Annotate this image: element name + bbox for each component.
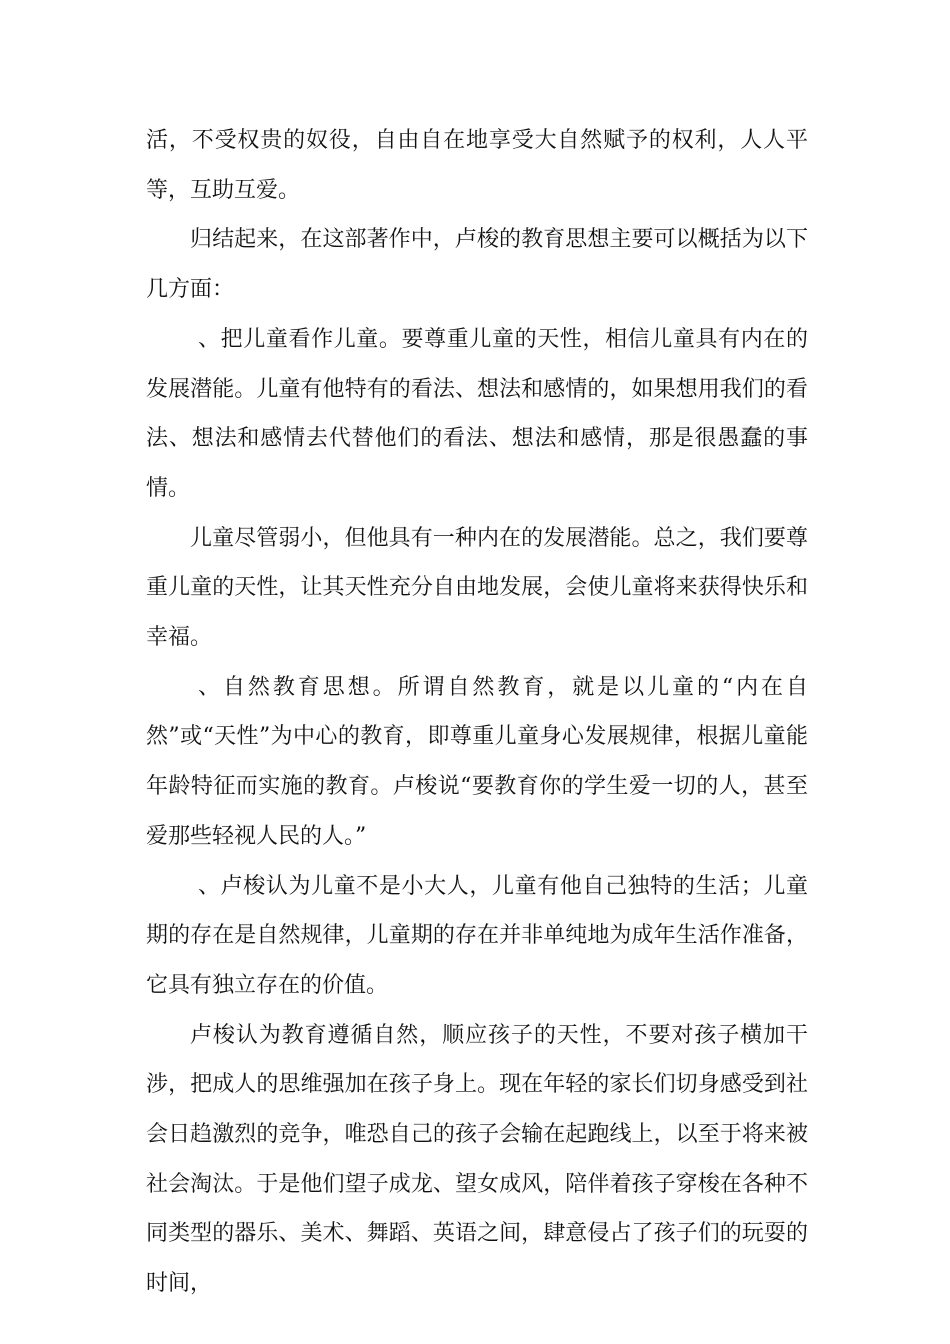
document-body (146, 116, 808, 1309)
paragraph-point-1-detail: 儿童尽管弱小，但他具有一种内在的发展潜能。总之，我们要尊重儿童的天性，让其天性充分自由地发展，会使儿童将来获得快乐和幸福。 (146, 525, 808, 651)
paragraph-summary: 归结起来，在这部著作中，卢梭的教育思想主要可以概括为以下几方面： (146, 227, 808, 303)
paragraph-continuation: 活，不受权贵的奴役，自由自在地享受大自然赋予的权利，人人平等，互助互爱。 (146, 128, 808, 203)
paragraph-point-3: 、卢梭认为儿童不是小大人，儿童有他自己独特的生活；儿童期的存在是自然规律，儿童期的存在并非单纯地为成年生活作准备，它具有独立存在的价值。 (146, 873, 808, 998)
paragraph-discussion: 卢梭认为教育遵循自然，顺应孩子的天性，不要对孩子横加干涉，把成人的思维强加在孩子身上。现在年轻的家长们切身感受到社会日趋激烈的竞争，唯恐自己的孩子会输在起跑线上，以至于将来被社会淘汰。于是他们望子成龙、望女成风，陪伴着孩子穿梭在各种不同类型的器乐、美术、舞蹈、英语之间，肆意侵占了孩子们的玩耍的时间， (146, 1022, 808, 1297)
paragraph-point-2: 、自然教育思想。所谓自然教育，就是以儿童的“内在自然”或“天性”为中心的教育，即尊重儿童身心发展规律，根据儿童能年龄特征而实施的教育。卢梭说“要教育你的学生爱一切的人，甚至爱那些轻视人民的人。” (146, 674, 808, 849)
paragraph-point-1: 、把儿童看作儿童。要尊重儿童的天性，相信儿童具有内在的发展潜能。儿童有他特有的看法、想法和感情的，如果想用我们的看法、想法和感情去代替他们的看法、想法和感情，那是很愚蠢的事情。 (146, 326, 808, 501)
